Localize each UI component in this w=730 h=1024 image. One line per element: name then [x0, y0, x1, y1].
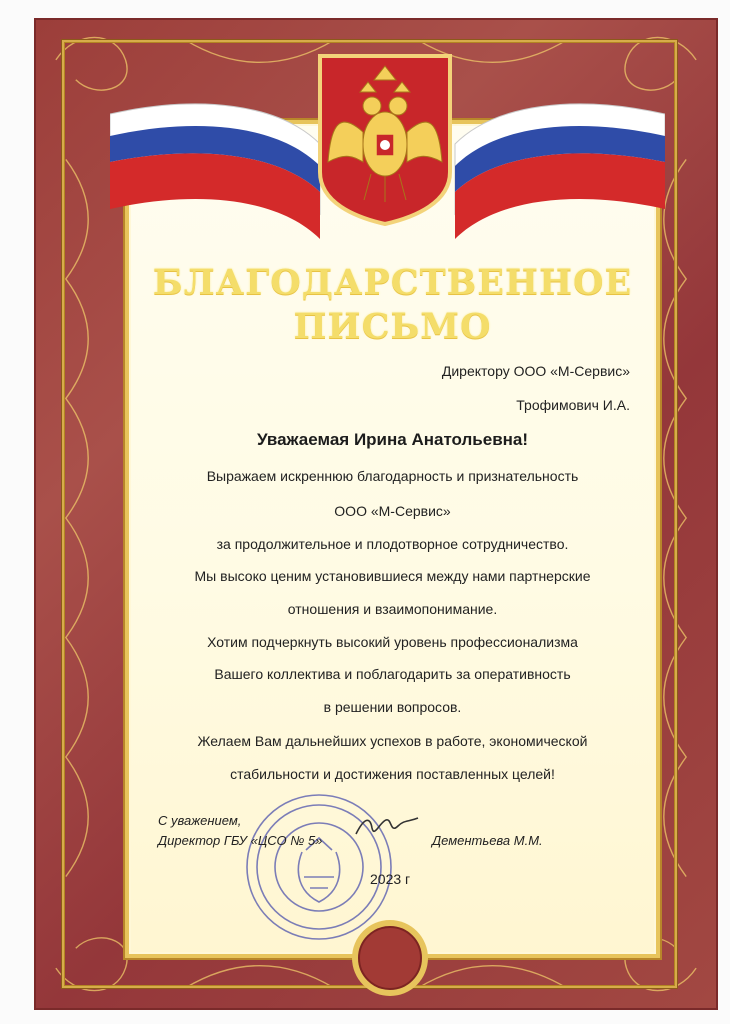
recipient-line-1: Директору ООО «М-Сервис» — [441, 363, 630, 379]
closing-regards: С уважением, — [158, 813, 242, 828]
document-year: 2023 г — [370, 871, 411, 887]
title-line-1: БЛАГОДАРСТВЕННОЕ — [152, 262, 633, 303]
body-line: в решении вопросов. — [323, 699, 462, 715]
body-line: Вашего коллектива и поблагодарить за оперативность — [214, 666, 571, 682]
signer-name: Дементьева М.М. — [432, 833, 543, 848]
body-line: отношения и взаимопонимание. — [287, 601, 498, 617]
closing-position: Директор ГБУ «ЦСО № 5» — [158, 833, 323, 848]
wax-seal-icon — [350, 918, 430, 998]
signature-icon — [352, 808, 422, 842]
body-line: Желаем Вам дальнейших успехов в работе, экономической — [197, 733, 588, 749]
body-line: за продолжительное и плодотворное сотрудничество. — [216, 536, 569, 552]
body-line: стабильности и достижения поставленных целей! — [230, 766, 555, 782]
title-line-2: ПИСЬМО — [293, 306, 492, 347]
body-line: ООО «М-Сервис» — [334, 503, 451, 519]
recipient-line-2: Трофимович И.А. — [516, 397, 630, 413]
salutation: Уважаемая Ирина Анатольевна! — [256, 430, 529, 449]
body-line: Выражаем искреннюю благодарность и признательность — [206, 468, 579, 484]
coat-of-arms-icon — [316, 52, 454, 228]
body-line: Мы высоко ценим установившиеся между нами партнерские — [194, 568, 591, 584]
body-line: Хотим подчеркнуть высокий уровень профессионализма — [207, 634, 578, 650]
